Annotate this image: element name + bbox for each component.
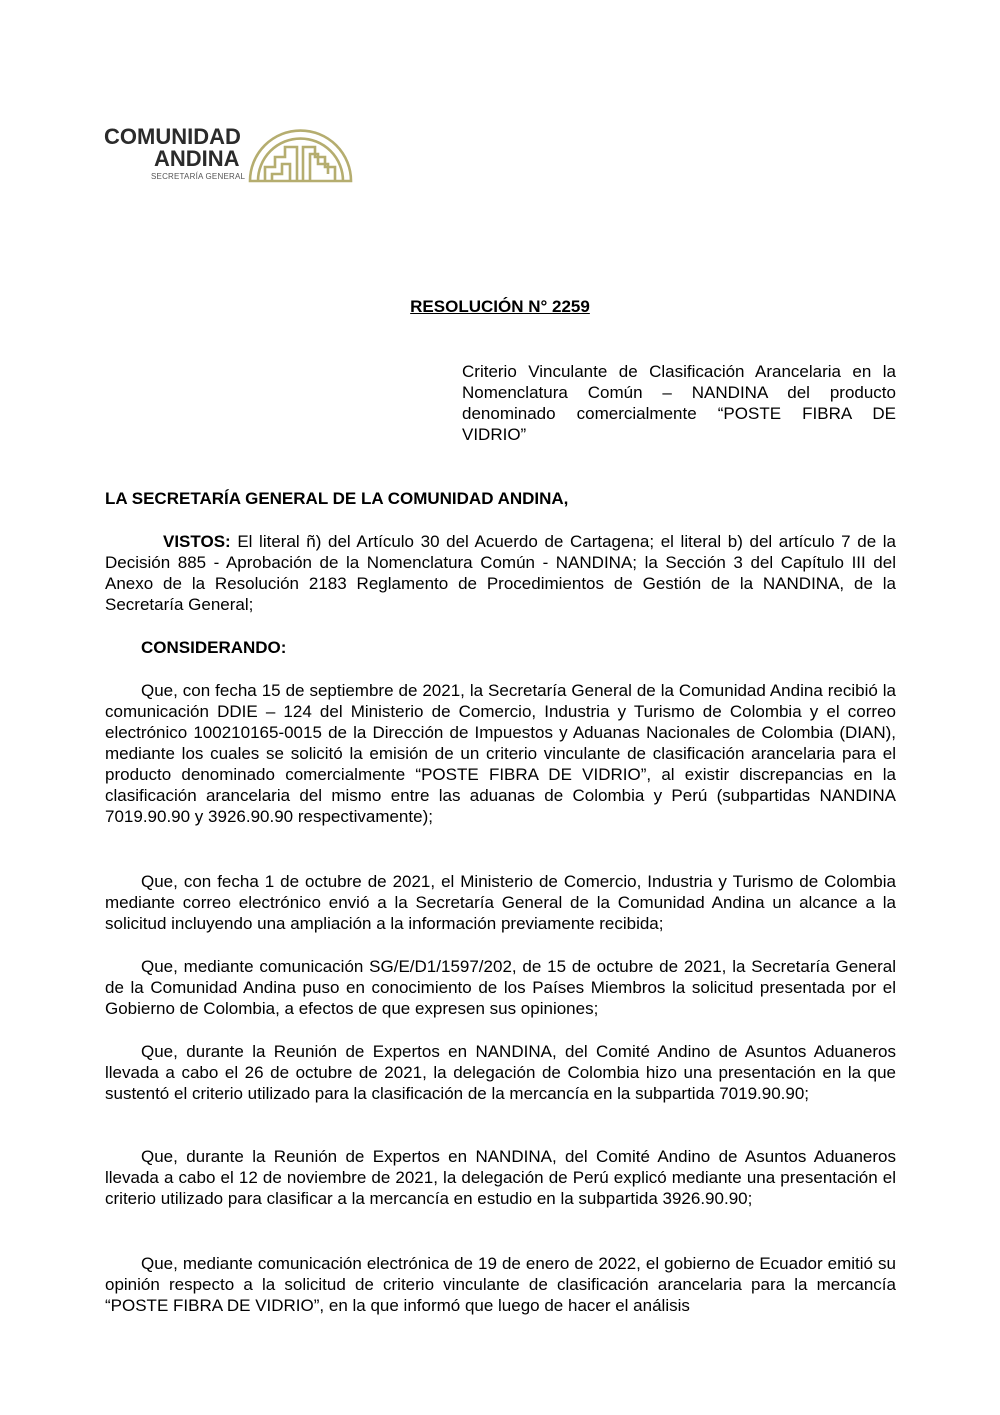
logo-subtitle: SECRETARÍA GENERAL [151,172,246,181]
logo-line-2: ANDINA [154,146,240,171]
considerando-paragraph: Que, con fecha 15 de septiembre de 2021, la Secretaría General de la Comunidad Andina recibió la comunicación DDIE – 124 del Ministerio de Comercio, Industria y Turismo de Colombia y el correo electrónico 100210165-0015 de la Dirección de Impuestos y Aduanas Nacionales de Colombia (DIAN), mediante los cuales se solicitó la emisión de un criterio vinculante de clasificación arancelaria para el producto denominado comercialmente “POSTE FIBRA DE VIDRIO”, al existir discrepancias en la clasificación arancelaria del mismo entre las aduanas de Colombia y Perú (subpartidas NANDINA 7019.90.90 y 3926.90.90 respectivamente); [105,681,896,826]
vistos-label: VISTOS: [163,532,231,551]
resolution-title: RESOLUCIÓN N° 2259 [410,297,590,316]
considerando-paragraph: Que, con fecha 1 de octubre de 2021, el Ministerio de Comercio, Industria y Turismo de Colombia mediante correo electrónico envió a la Secretaría General de la Comunidad Andina un alcance a la solicitud incluyendo una ampliación a la información previamente recibida; [105,872,896,933]
issuing-authority: LA SECRETARÍA GENERAL DE LA COMUNIDAD ANDINA, [105,489,569,508]
considerando-paragraph: Que, durante la Reunión de Expertos en NANDINA, del Comité Andino de Asuntos Aduaneros llevada a cabo el 12 de noviembre de 2021, la delegación de Perú explicó mediante una presentación el criterio utilizado para clasificar a la mercancía en estudio en la subpartida 3926.90.90; [105,1147,896,1208]
considerando-paragraph: Que, mediante comunicación SG/E/D1/1597/202, de 15 de octubre de 2021, la Secretaría General de la Comunidad Andina puso en conocimiento de los Países Miembros la solicitud presentada por el Gobierno de Colombia, a efectos de que expresen sus opiniones; [105,957,896,1018]
vistos-text: El literal ñ) del Artículo 30 del Acuerdo de Cartagena; el literal b) del artículo 7 de la Decisión 885 - Aprobación de la Nomenclatura Común - NANDINA; la Sección 3 del Capítulo III del Anexo de la Resolución 2183 Reglamento de Procedimientos de Gestión de la NANDINA, de la Secretaría General; [105,532,896,614]
logo-line-1: COMUNIDAD [104,124,241,149]
considerando-paragraph: Que, durante la Reunión de Expertos en NANDINA, del Comité Andino de Asuntos Aduaneros llevada a cabo el 26 de octubre de 2021, la delegación de Colombia hizo una presentación en la que sustentó el criterio utilizado para la clasificación de la mercancía en la subpartida 7019.90.90; [105,1042,896,1103]
andean-stepped-arch-icon [247,124,354,183]
comunidad-andina-logo [104,124,354,184]
considerando-heading: CONSIDERANDO: [141,638,287,657]
resolution-summary: Criterio Vinculante de Clasificación Arancelaria en la Nomenclatura Común – NANDINA del producto denominado comercialmente “POSTE FIBRA DE VIDRIO” [462,362,896,444]
vistos-paragraph [105,531,896,615]
considerando-paragraph: Que, mediante comunicación electrónica de 19 de enero de 2022, el gobierno de Ecuador emitió su opinión respecto a la solicitud de criterio vinculante de clasificación arancelaria para la mercancía “POSTE FIBRA DE VIDRIO”, en la que informó que luego de hacer el análisis [105,1254,896,1315]
